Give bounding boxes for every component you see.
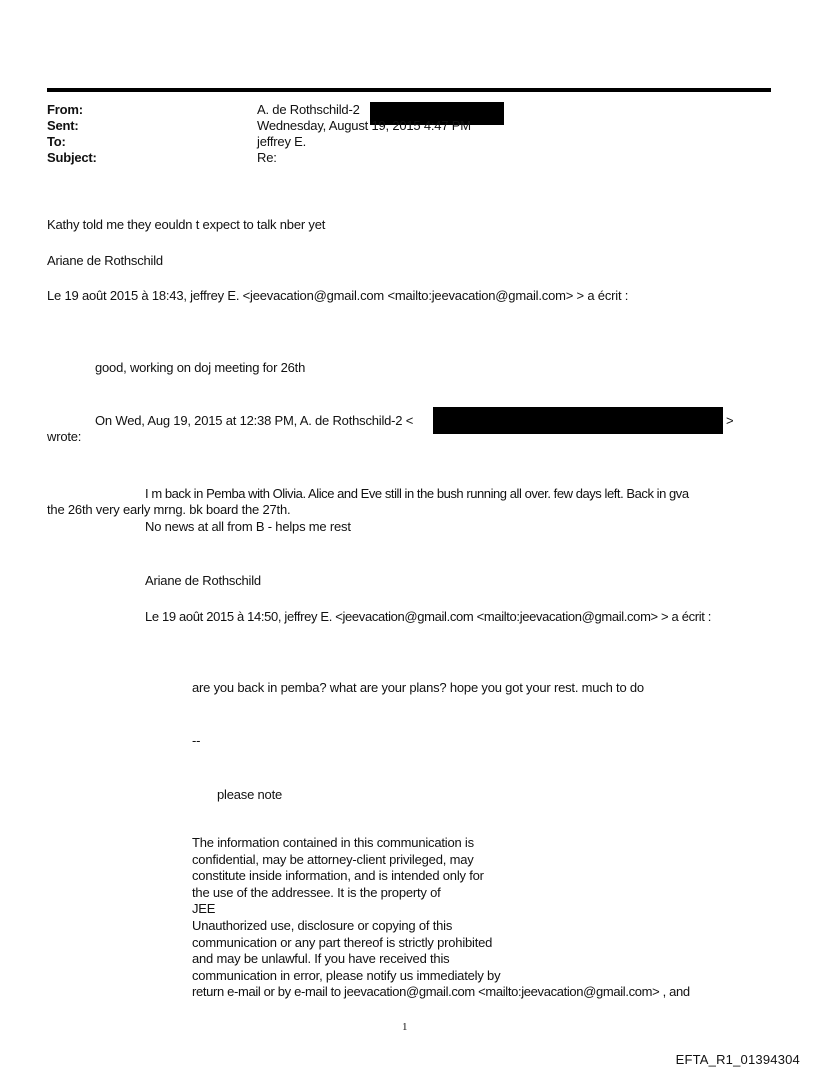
quote-header: Le 19 août 2015 à 18:43, jeffrey E. <jeevacation@gmail.com <mailto:jeevacation@gmail.com> > a écrit : [47, 288, 629, 303]
disclaimer-line: and may be unlawful. If you have received this [192, 951, 450, 967]
subject-value: Re: [257, 150, 277, 165]
message-line: Kathy told me they eouldn t expect to talk nber yet [47, 217, 326, 232]
quote-header: Le 19 août 2015 à 14:50, jeffrey E. <jeevacation@gmail.com <mailto:jeevacation@gmail.com> > a écrit : [145, 609, 712, 624]
disclaimer-line: Unauthorized use, disclosure or copying of this [192, 918, 453, 933]
quoted-message: good, working on doj meeting for 26th [95, 360, 306, 375]
quote-header: On Wed, Aug 19, 2015 at 12:38 PM, A. de Rothschild-2 < [95, 413, 414, 428]
quoted-message: are you back in pemba? what are your plans? hope you got your rest. much to do [192, 680, 644, 695]
signature: Ariane de Rothschild [47, 253, 163, 268]
to-label: To: [47, 134, 66, 149]
please-note: please note [217, 787, 283, 802]
sent-label: Sent: [47, 118, 79, 133]
disclaimer-line: communication or any part thereof is strictly prohibited [192, 934, 493, 950]
quoted-message: No news at all from B - helps me rest [145, 519, 351, 534]
quote-wrote: wrote: [47, 429, 82, 444]
disclaimer-line: confidential, may be attorney-client privileged, may [192, 851, 474, 867]
header-rule [47, 88, 771, 92]
quoted-message: I m back in Pemba with Olivia. Alice and Eve still in the bush running all over. few days left. Back in gva [145, 486, 689, 501]
document-id: EFTA_R1_01394304 [675, 1052, 800, 1067]
from-value: A. de Rothschild-2 [257, 102, 360, 117]
disclaimer-line: JEE [192, 901, 216, 917]
disclaimer-line: the use of the addressee. It is the property of [192, 884, 441, 900]
redaction-box [433, 407, 723, 434]
disclaimer-line: return e-mail or by e-mail to jeevacation@gmail.com <mailto:jeevacation@gmail.com> , and [192, 984, 690, 1000]
quoted-message: the 26th very early mrng. bk board the 27th. [47, 502, 291, 517]
signature: Ariane de Rothschild [145, 573, 261, 588]
from-label: From: [47, 102, 83, 117]
quote-header-end: > [726, 413, 734, 428]
disclaimer-line: constitute inside information, and is intended only for [192, 868, 484, 884]
sent-value: Wednesday, August 19, 2015 4:47 PM [257, 118, 471, 133]
disclaimer-line: The information contained in this communication is [192, 835, 474, 850]
page-number: 1 [402, 1021, 408, 1033]
subject-label: Subject: [47, 150, 97, 165]
signature-dashes: -- [192, 733, 201, 748]
to-value: jeffrey E. [257, 134, 307, 149]
disclaimer-line: communication in error, please notify us immediately by [192, 967, 501, 983]
